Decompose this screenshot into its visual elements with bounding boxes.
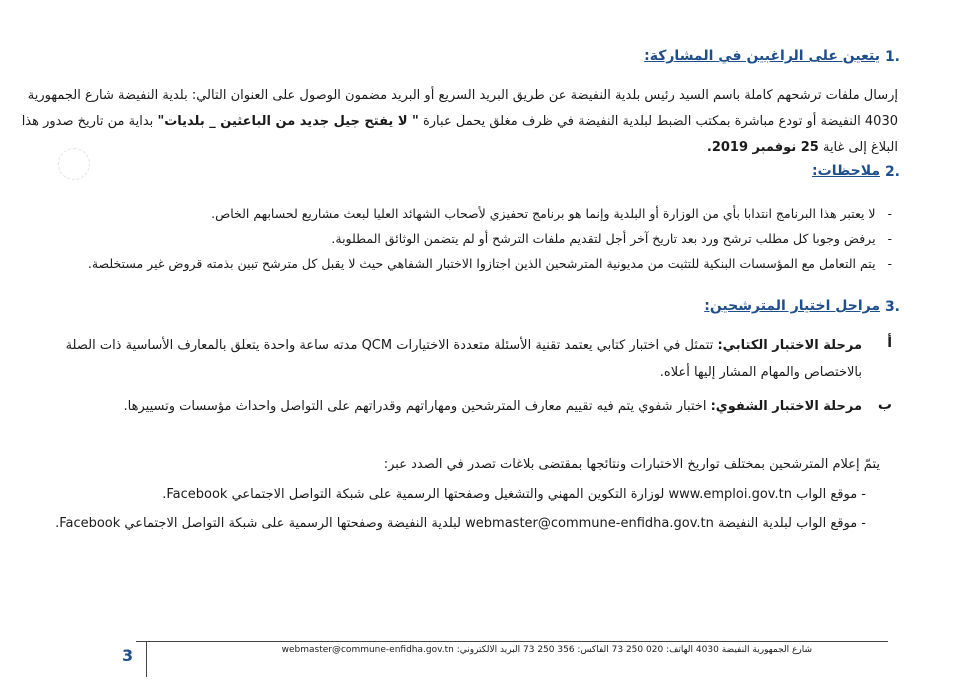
section1-line1: إرسال ملفات ترشحهم كاملة باسم السيد رئيس بلدية النفيضة عن طريق البريد السريع أو البريد مضمون الوصول على العنوان التالي: بلدية النفيضة شارع الجمهورية xyxy=(27,88,898,103)
stage-a-line2: بالاختصاص والمهام المشار إليها أعلاه. xyxy=(659,365,862,380)
footer-vertical-divider xyxy=(146,641,147,677)
footer-divider xyxy=(136,641,888,642)
note-bullet-2: - يرفض وجوبا كل مطلب ترشح ورد بعد تاريخ آخر أجل لتقديم ملفات الترشح أو لم يتضمن الوثائق المطلوبة. xyxy=(331,231,892,246)
section2-heading: ملاحظات: xyxy=(812,163,880,179)
page-number: 3 xyxy=(122,646,134,665)
note-bullet-3: - يتم التعامل مع المؤسسات البنكية للتثبت من مديونية المترشحين الذين اجتازوا الاختبار الشفاهي حيث لا يقبل كل مترشح تبين بذمته قروض غير مستخلصة. xyxy=(87,256,892,271)
stage-b-name: مرحلة الاختبار الشفوي: xyxy=(710,399,862,414)
section1-line2-post: بداية من تاريخ صدور هذا xyxy=(21,114,154,129)
stage-a-name: مرحلة الاختبار الكتابي: xyxy=(717,338,862,353)
note-text-2: يرفض وجوبا كل مطلب ترشح ورد بعد تاريخ آخر أجل لتقديم ملفات الترشح أو لم يتضمن الوثائق المطلوبة. xyxy=(331,231,876,246)
section3-number: 3. xyxy=(884,299,900,315)
section1-line2-pre: 4030 النفيضة أو تودع مباشرة بمكتب الضبط لبلدية النفيضة في ظرف مغلق يحمل عبارة xyxy=(422,114,898,129)
info-item-2: - موقع الواب لبلدية النفيضة webmaster@commune-enfidha.gov.tn لبلدية النفيضة وصفحتها الرسمية على شبكة التواصل الاجتماعي Facebook. xyxy=(55,516,866,531)
note-text-1: لا يعتبر هذا البرنامج انتدابا بأي من الوزارة أو البلدية وإنما هو برنامج تحفيزي لأصحاب الشهائد العليا لبعث مشاريع لحسابهم الخاص. xyxy=(211,206,876,221)
note-bullet-1: - لا يعتبر هذا البرنامج انتدابا بأي من الوزارة أو البلدية وإنما هو برنامج تحفيزي لأصحاب الشهائد العليا لبعث مشاريع لحسابهم الخاص. xyxy=(211,206,892,221)
section1-line2-bold: " لا يفتح جيل جديد من الباعثين _ بلديات" xyxy=(157,114,419,129)
info-item-1: - موقع الواب www.emploi.gov.tn لوزارة التكوين المهني والتشغيل وصفحتها الرسمية على شبكة التواصل الاجتماعي Facebook. xyxy=(162,487,866,502)
section1-line2 xyxy=(21,114,898,129)
section1-line3-bold: 25 نوفمبر 2019. xyxy=(706,140,819,155)
note-text-3: يتم التعامل مع المؤسسات البنكية للتثبت من مديونية المترشحين الذين اجتازوا الاختبار الشفاهي حيث لا يقبل كل مترشح تبين بذمته قروض غير مستخلصة. xyxy=(87,256,876,271)
stage-a-letter: أ xyxy=(887,335,892,351)
stage-b-line xyxy=(124,399,862,414)
footer-address: شارع الجمهورية النفيضة 4030 الهاتف: 020 250 73 الفاكس: 356 250 73 البريد الالكتروني: webmaster@commune-enfidha.gov.tn xyxy=(281,645,812,655)
section1-line3 xyxy=(707,140,898,155)
stage-b-text: اختبار شفوي يتم فيه تقييم معارف المترشحين ومهاراتهم وقدراتهم على التواصل واحداث مؤسسات وتسييرها. xyxy=(123,399,707,414)
stage-a-text: تتمثل في اختبار كتابي يعتمد تقنية الأسئلة متعددة الاختيارات QCM مدته ساعة واحدة يتعلق بالمعارف الأساسية ذات الصلة xyxy=(65,338,714,353)
stamp-mark xyxy=(58,148,90,180)
stage-b-letter: ب xyxy=(877,397,892,413)
info-intro: يتمّ إعلام المترشحين بمختلف تواريخ الاختبارات ونتائجها بمقتضى بلاغات تصدر في الصدد عبر: xyxy=(383,457,880,472)
section3-heading: مراحل اختيار المترشحين: xyxy=(704,298,880,314)
section2-number: 2. xyxy=(884,164,900,180)
section1-heading: يتعين على الراغبين في المشاركة: xyxy=(644,48,880,64)
section1-number: 1. xyxy=(884,49,900,65)
stage-a-line1 xyxy=(65,338,862,353)
section1-line3-pre: البلاغ إلى غاية xyxy=(822,140,898,155)
